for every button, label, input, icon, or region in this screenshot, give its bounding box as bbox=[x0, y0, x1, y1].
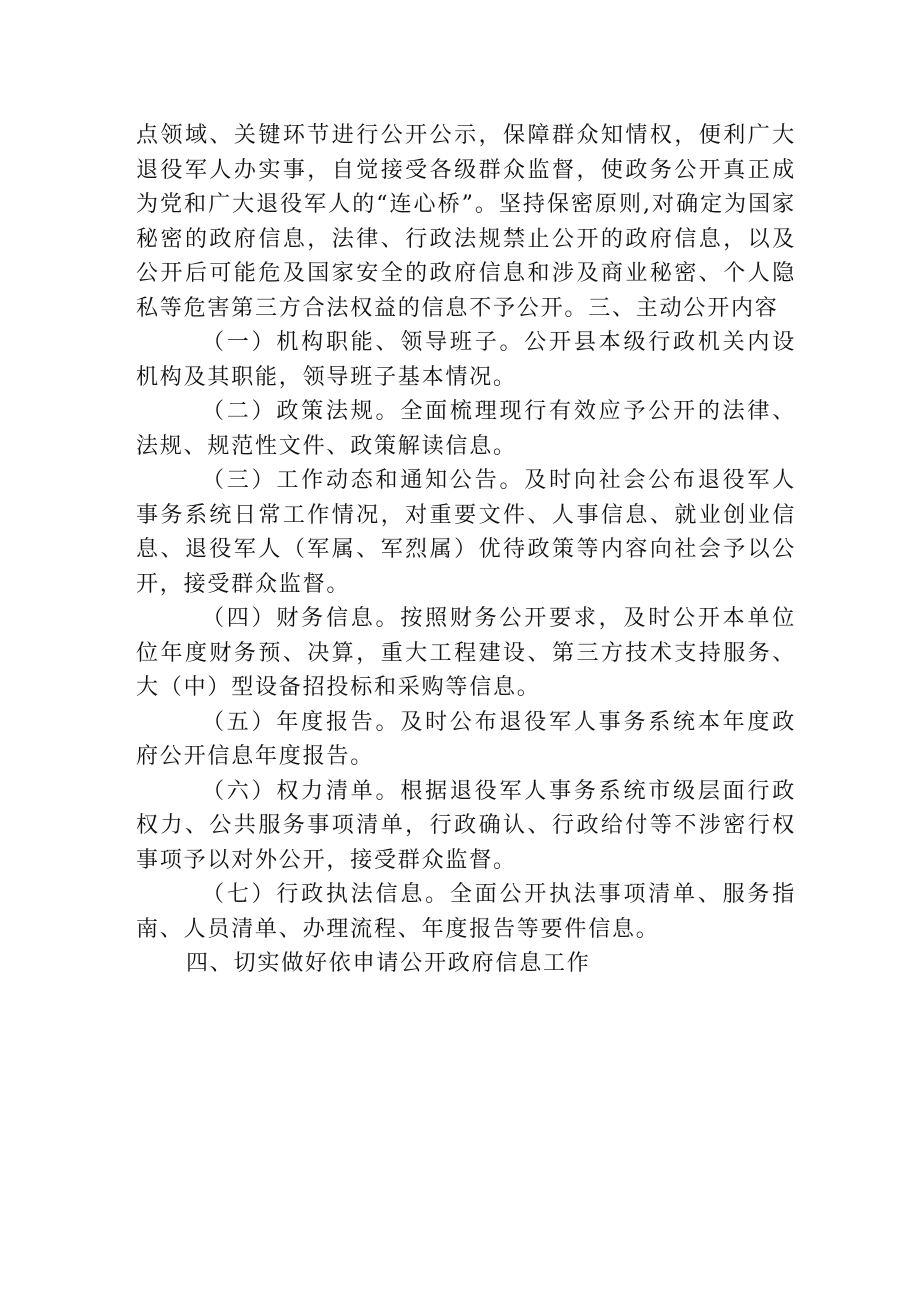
document-body bbox=[136, 119, 796, 982]
paragraph-item-2: （二）政策法规。全面梳理现行有效应予公开的法律、法规、规范性文件、政策解读信息。 bbox=[136, 399, 796, 459]
paragraph-item-3: （三）工作动态和通知公告。及时向社会公布退役军人事务系统日常工作情况，对重要文件、人事信息、就业创业信息、退役军人（军属、军烈属）优待政策等内容向社会予以公开，接受群众监督。 bbox=[136, 468, 796, 597]
section-heading-4: 四、切实做好依申请公开政府信息工作 bbox=[186, 951, 591, 976]
paragraph-item-5: （五）年度报告。及时公布退役军人事务系统本年度政府公开信息年度报告。 bbox=[136, 709, 796, 769]
paragraph-item-6: （六）权力清单。根据退役军人事务系统市级层面行政权力、公共服务事项清单，行政确认、行政给付等不涉密行权事项予以对外公开，接受群众监督。 bbox=[136, 778, 796, 873]
paragraph-item-7: （七）行政执法信息。全面公开执法事项清单、服务指南、人员清单、办理流程、年度报告等要件信息。 bbox=[136, 882, 796, 942]
paragraph-principles: 点领域、关键环节进行公开公示，保障群众知情权，便利广大退役军人办实事，自觉接受各级群众监督，使政务公开真正成为党和广大退役军人的“连心桥”。坚持保密原则,对确定为国家秘密的政府信息，法律、行政法规禁止公开的政府信息，以及公开后可能危及国家安全的政府信息和涉及商业秘密、个人隐私等危害第三方合法权益的信息不予公开。三、主动公开内容 bbox=[136, 123, 796, 321]
paragraph-item-1: （一）机构职能、领导班子。公开县本级行政机关内设机构及其职能，领导班子基本情况。 bbox=[136, 330, 796, 390]
paragraph-item-4: （四）财务信息。按照财务公开要求，及时公开本单位位年度财务预、决算，重大工程建设、第三方技术支持服务、大（中）型设备招投标和采购等信息。 bbox=[136, 606, 796, 700]
